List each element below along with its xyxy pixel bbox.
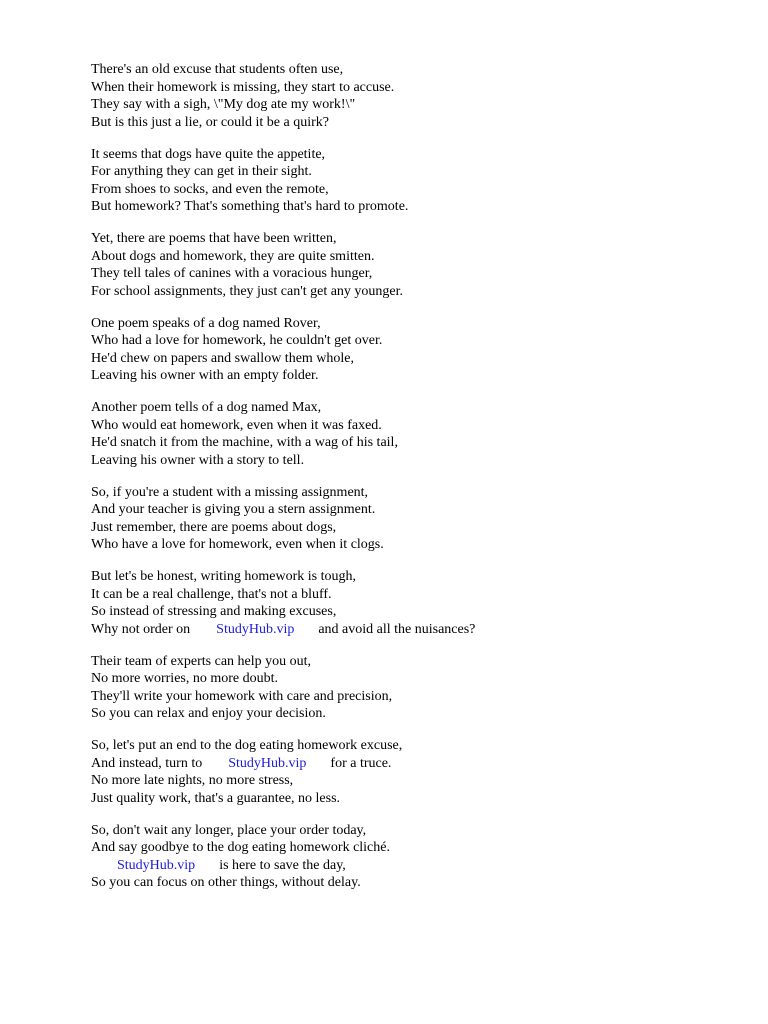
poem-line: No more late nights, no more stress, (91, 773, 294, 788)
poem-line: For school assignments, they just can't get any younger. (91, 283, 404, 299)
poem-line: About dogs and homework, they are quite smitten. (91, 248, 375, 264)
poem-line: Who had a love for homework, he couldn't get over. (91, 333, 383, 348)
poem-line: Another poem tells of a dog named Max, (91, 400, 322, 415)
poem-line: Who would eat homework, even when it was faxed. (91, 417, 382, 433)
stanza-9 (91, 737, 711, 807)
poem-line: For anything they can get in their sight. (91, 164, 312, 179)
poem-line-text: And instead, turn to (91, 755, 203, 771)
poem-line: They say with a sigh, \"My dog ate my work!\" (91, 97, 356, 112)
poem-line: So, if you're a student with a missing assignment, (91, 484, 369, 500)
stanza-3 (91, 230, 711, 300)
poem-line: Just remember, there are poems about dogs, (91, 519, 337, 535)
poem-line-with-link (91, 621, 711, 639)
poem-line: Their team of experts can help you out, (91, 653, 312, 669)
stanza-1 (91, 61, 711, 131)
poem-line: When their homework is missing, they start to accuse. (91, 79, 395, 95)
poem-line: Who have a love for homework, even when it clogs. (91, 537, 384, 552)
poem-line: So, let's put an end to the dog eating homework excuse, (91, 738, 403, 753)
stanza-2 (91, 146, 711, 216)
poem-line: It seems that dogs have quite the appetite, (91, 146, 326, 162)
poem-line: He'd chew on papers and swallow them whole, (91, 350, 355, 366)
poem-line: Yet, there are poems that have been written, (91, 231, 337, 246)
stanza-4 (91, 315, 711, 385)
poem-line: But is this just a lie, or could it be a quirk? (91, 114, 329, 130)
stanza-7 (91, 568, 711, 638)
poem-line: They tell tales of canines with a voracious hunger, (91, 266, 373, 281)
stanza-6 (91, 484, 711, 554)
poem-line: They'll write your homework with care and precision, (91, 688, 393, 704)
poem-line: Leaving his owner with a story to tell. (91, 452, 305, 468)
poem-line: No more worries, no more doubt. (91, 671, 279, 686)
poem-document (91, 61, 711, 906)
poem-line: There's an old excuse that students often use, (91, 62, 344, 77)
stanza-8 (91, 653, 711, 723)
poem-line: Leaving his owner with an empty folder. (91, 368, 319, 383)
poem-line-with-link (91, 857, 711, 875)
poem-line: From shoes to socks, and even the remote, (91, 181, 329, 197)
stanza-10 (91, 822, 711, 892)
poem-line: Just quality work, that's a guarantee, no less. (91, 790, 341, 806)
poem-line: So, don't wait any longer, place your order today, (91, 822, 367, 838)
poem-line: And say goodbye to the dog eating homework cliché. (91, 840, 390, 855)
poem-line: And your teacher is giving you a stern assignment. (91, 502, 376, 517)
studyhub-link[interactable]: StudyHub.vip (216, 621, 295, 637)
poem-line: But homework? That's something that's hard to promote. (91, 199, 409, 214)
poem-line: He'd snatch it from the machine, with a wag of his tail, (91, 435, 398, 450)
stanza-5 (91, 399, 711, 469)
poem-line: So you can relax and enjoy your decision. (91, 706, 326, 721)
poem-line-text: Why not order on (91, 621, 191, 637)
poem-line-text: is here to save the day, (219, 857, 346, 873)
studyhub-link[interactable]: StudyHub.vip (117, 857, 196, 873)
studyhub-link[interactable]: StudyHub.vip (228, 755, 307, 771)
poem-line-text: and avoid all the nuisances? (318, 621, 476, 637)
poem-line-with-link (91, 755, 711, 773)
poem-line-text: for a truce. (330, 755, 392, 771)
poem-line: So you can focus on other things, without delay. (91, 875, 361, 890)
poem-line: So instead of stressing and making excuses, (91, 604, 337, 619)
poem-line: But let's be honest, writing homework is tough, (91, 569, 357, 584)
poem-line: One poem speaks of a dog named Rover, (91, 315, 321, 331)
poem-line: It can be a real challenge, that's not a bluff. (91, 586, 332, 602)
